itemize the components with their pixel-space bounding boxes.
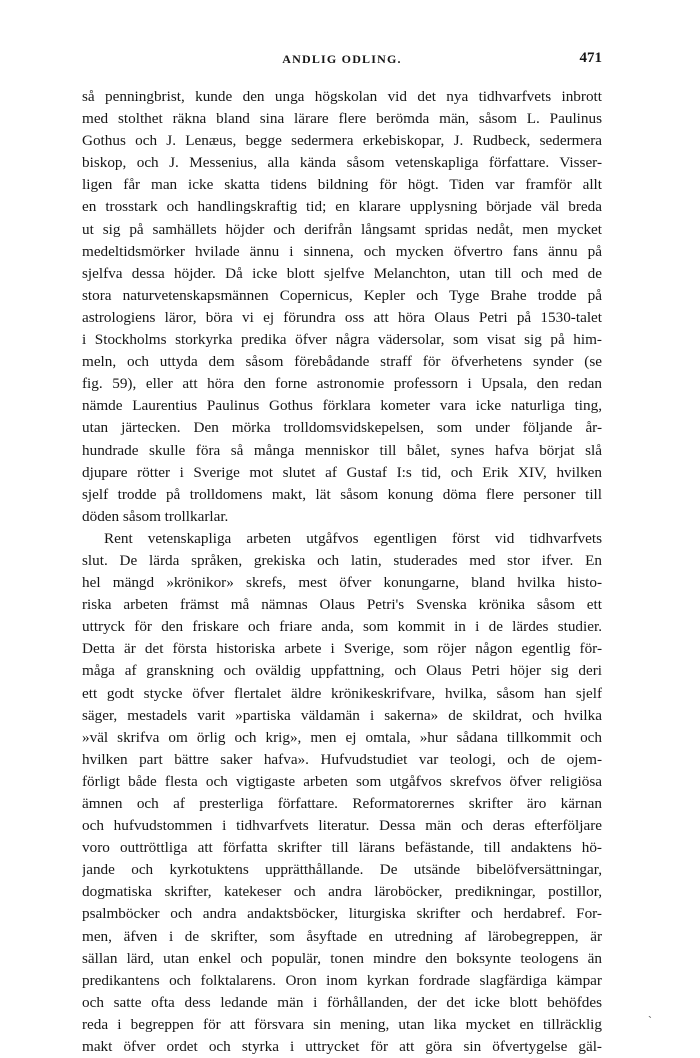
- text-line: ett godt stycke öfver flertalet äldre krönikeskrifvare, hvilka, såsom han sjelf: [82, 684, 602, 702]
- text-line: reda i begreppen för att försvara sin mening, utan lika mycket en tillräcklig: [82, 1015, 602, 1033]
- body-text: [82, 86, 602, 1058]
- text-line: hel mängd »krönikor» skrefs, mest öfver konungarne, bland hvilka histo-: [82, 574, 602, 592]
- text-line: förligt både flesta och vigtigaste arbeten som utgåfvos skrefvos öfver religiösa: [82, 772, 602, 790]
- text-line: dogmatiska skrifter, katekeser och andra läroböcker, predikningar, postillor,: [82, 883, 602, 901]
- text-line: ut sig på samhällets höjder och derifrån långsamt spridas nedåt, men mycket: [82, 220, 602, 238]
- text-line: nämde Laurentius Paulinus Gothus förklara kometer vara icke naturliga ting,: [82, 397, 602, 415]
- text-line: så penningbrist, kunde den unga högskolan vid det nya tidhvarfvets inbrott: [82, 88, 602, 105]
- page-number: 471: [579, 50, 602, 66]
- text-line: med stolthet räkna bland sina lärare flere berömda män, såsom L. Paulinus: [82, 110, 602, 128]
- text-line: sällan lärd, utan enkel och populär, tonen mindre den boksynte teologens än: [82, 949, 602, 967]
- text-line: sjelfva dessa höjder. Då icke blott sjelfve Melanchton, utan till och med de: [82, 264, 602, 282]
- text-line: sjelf trodde på trolldomens makt, lät såsom konung döma flere personer till: [82, 485, 602, 503]
- running-head: ANDLIG ODLING.: [282, 52, 402, 66]
- text-line: Detta är det första historiska arbete i Sverige, som röjer någon egentlig för-: [82, 640, 602, 658]
- text-line: slut. De lärda språken, grekiska och latin, studerades med stor ifver. En: [82, 551, 602, 569]
- text-line: utan järtecken. Den mörka trolldomsvidskepelsen, som under följande år-: [82, 419, 602, 437]
- text-line: stora naturvetenskapsmännen Copernicus, Kepler och Tyge Brahe trodde på: [82, 286, 602, 304]
- text-line: och satte ofta dess ledande män i förhållanden, der det icke blott behöfdes: [82, 993, 602, 1011]
- text-line: fig. 59), eller att höra den forne astronomie professorn i Upsala, den redan: [82, 375, 602, 393]
- text-line: uttryck för den friskare och friare anda, som kommit in i de lärdes studier.: [82, 618, 602, 636]
- text-line: ämnen och af presterliga författare. Reformatorernes skrifter äro kärnan: [82, 795, 602, 812]
- text-line: astrologiens läror, böra vi ej förundra oss att höra Olaus Petri på 1530-talet: [82, 308, 602, 326]
- text-line: makt öfver ordet och styrka i uttrycket för att göra sin öfvertygelse gäl-: [82, 1038, 602, 1056]
- text-line: hundrade skulle föra så många menniskor till bålet, synes hafva börjat slå: [82, 441, 602, 459]
- text-line: en trosstark och handlingskraftig tid; en klarare upplysning började väl breda: [82, 198, 602, 216]
- text-line: måga af granskning och oväldig uppfattning, och Olaus Petri höjer sig deri: [82, 662, 602, 680]
- text-line: medeltidsmörker hvilade ännu i sinnena, och mycken öfvertro fans ännu på: [82, 242, 602, 260]
- scan-artifact-mark: ˴: [648, 1008, 652, 1022]
- text-line: Rent vetenskapliga arbeten utgåfvos egentligen först vid tidhvarfvets: [104, 529, 602, 547]
- text-line: Gothus och J. Lenæus, begge sedermera erkebiskopar, J. Rudbeck, sedermera: [82, 132, 602, 150]
- text-line: »väl skrifva om örlig och krig», men ej omtala, »hur sådana tillkommit och: [82, 728, 602, 746]
- text-line: djupare rötter i Sverige mot slutet af Gustaf I:s tid, och Erik XIV, hvilken: [82, 463, 602, 481]
- text-line: meln, och uttyda dem såsom förebådande straff för öfverhetens synder (se: [82, 353, 602, 371]
- text-line: men, äfven i de skrifter, som åsyftade en utredning af lärobegreppen, är: [82, 927, 602, 945]
- page-header: [82, 52, 602, 76]
- text-line: hvilken part bättre saker hafva». Hufvudstudiet var teologi, och de ojem-: [82, 750, 602, 768]
- text-line: och hufvudstommen i tidhvarfvets literatur. Dessa män och deras efterföljare: [82, 817, 602, 835]
- text-line: riska arbeten främst må nämnas Olaus Petri's Svenska krönika såsom ett: [82, 596, 602, 614]
- text-line: psalmböcker och andra andaktsböcker, liturgiska skrifter och herdabref. For-: [82, 905, 602, 923]
- text-line: predikantens och folktalarens. Oron inom kyrkan fordrade slagfärdiga kämpar: [82, 971, 602, 989]
- text-line: jande och kyrkotuktens upprätthållande. De utsände bibelöfversättningar,: [82, 861, 602, 879]
- text-line: i Stockholms storkyrka predika öfver några vädersolar, som visat sig på him-: [82, 331, 602, 349]
- text-line: säger, mestadels varit »partiska väldamän i sakerna» de skildrat, och hvilka: [82, 706, 602, 724]
- text-line: döden såsom trollkarlar.: [82, 507, 229, 525]
- text-line: biskop, och J. Messenius, alla kända såsom vetenskapliga författare. Visser-: [82, 154, 602, 172]
- text-line: voro outtröttliga att författa skrifter till lärans befästande, till andaktens hö-: [82, 839, 602, 857]
- text-line: ligen får man icke skatta tidens bildning för högt. Tiden var framför allt: [82, 176, 602, 194]
